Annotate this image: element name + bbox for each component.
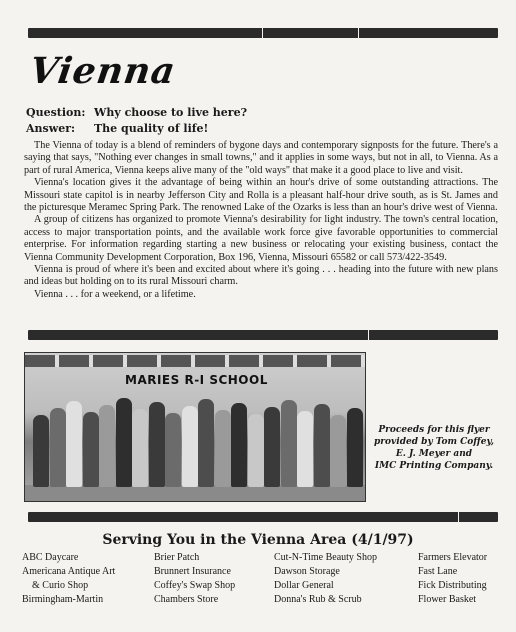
business-name: Coffey's Swap Shop xyxy=(154,580,236,591)
business-name: Donna's Rub & Scrub xyxy=(274,594,362,605)
child-figure xyxy=(198,399,214,487)
child-figure xyxy=(297,411,313,487)
directory-column xyxy=(418,551,487,607)
directory-column xyxy=(154,551,235,607)
school-children-photo xyxy=(24,352,366,502)
child-figure xyxy=(264,407,280,487)
child-figure xyxy=(99,405,115,487)
answer-text: The quality of life! xyxy=(94,122,209,135)
answer-label: Answer: xyxy=(26,122,76,135)
business-name: Flower Basket xyxy=(418,594,477,605)
photo-ground xyxy=(25,485,365,501)
top-divider-bar xyxy=(28,28,498,38)
paragraph: Vienna is proud of where it's been and excited about where it's going . . . heading into the future with new plans and ideas but holding on to its rural Missouri charm. xyxy=(24,264,498,288)
paragraph: A group of citizens has organized to promote Vienna's desirability for light industry. The town's central location, access to major transportation points, and the available work force give favorable opportunities to commercial enterprise. For information regarding starting a new business or relocating your existing business, contact the Vienna Community Development Corporation, Box 196, Vienna, Missouri 65582 or call 573/422-3549. xyxy=(24,214,498,263)
child-figure xyxy=(116,398,132,487)
directory-column xyxy=(22,551,115,607)
page-title: Vienna xyxy=(27,50,179,92)
business-name: Dollar General xyxy=(274,580,334,591)
answer-line xyxy=(26,122,208,135)
paragraph: The Vienna of today is a blend of reminders of bygone days and contemporary signposts for the future. There's a saying that says, "Nothing ever changes in small towns," and it applies in some ways, but not in all, to Vienna. As a part of rural America, Vienna keeps alive many of the "old ways" that make it a good place to live and visit. xyxy=(24,140,498,176)
child-figure xyxy=(66,401,82,487)
child-figure xyxy=(215,410,231,487)
bottom-divider-bar xyxy=(28,512,498,522)
child-figure xyxy=(165,413,181,487)
middle-divider-bar xyxy=(28,330,498,340)
child-figure xyxy=(50,408,66,487)
child-figure xyxy=(314,404,330,487)
question-label: Question: xyxy=(26,106,86,119)
business-name: Birmingham-Martin xyxy=(22,594,104,605)
child-figure xyxy=(248,414,264,487)
business-name: & Curio Shop xyxy=(32,580,89,591)
question-text: Why choose to live here? xyxy=(94,106,248,119)
child-figure xyxy=(347,408,363,487)
child-figure xyxy=(83,412,99,487)
flyer-credits xyxy=(370,424,498,472)
child-figure xyxy=(33,415,49,487)
question-line xyxy=(26,106,247,119)
child-figure xyxy=(149,402,165,487)
child-figure xyxy=(330,415,346,487)
directory-column xyxy=(274,551,377,607)
business-name: ABC Daycare xyxy=(22,552,79,563)
bus-windows xyxy=(25,355,365,367)
business-directory xyxy=(22,551,502,611)
paragraph: Vienna's location gives it the advantage of being within an hour's drive of some outstanding attractions. The Missouri state capitol is in nearby Jefferson City and Rolla is a pleasant half-hour drive south, as is St. James and the picturesque Meramec Spring Park. The renowned Lake of the Ozarks is less than an hour's drive west of Vienna. xyxy=(24,177,498,214)
credit-line: IMC Printing Company. xyxy=(374,461,494,471)
business-name: Brier Patch xyxy=(154,552,200,563)
business-name: Chambers Store xyxy=(154,594,219,605)
business-name: Dawson Storage xyxy=(274,566,340,577)
business-name: Cut-N-Time Beauty Shop xyxy=(274,552,377,563)
body-text xyxy=(24,140,498,301)
credit-line: provided by Tom Coffey, xyxy=(374,437,494,447)
bus-sign: MARIES R-I SCHOOL xyxy=(125,373,268,387)
business-name: Americana Antique Art xyxy=(22,566,116,577)
credit-line: Proceeds for this flyer xyxy=(378,425,490,435)
child-figure xyxy=(231,403,247,487)
child-figure xyxy=(281,400,297,487)
paragraph: Vienna . . . for a weekend, or a lifetime. xyxy=(34,288,196,300)
business-name: Farmers Elevator xyxy=(418,552,488,563)
business-name: Fick Distributing xyxy=(418,580,487,591)
serving-heading: Serving You in the Vienna Area (4/1/97) xyxy=(102,532,414,548)
business-name: Fast Lane xyxy=(418,566,458,577)
business-name: Brunnert Insurance xyxy=(154,566,231,577)
child-figure xyxy=(182,406,198,487)
child-figure xyxy=(132,409,148,487)
credit-line: E. J. Meyer and xyxy=(395,449,473,459)
